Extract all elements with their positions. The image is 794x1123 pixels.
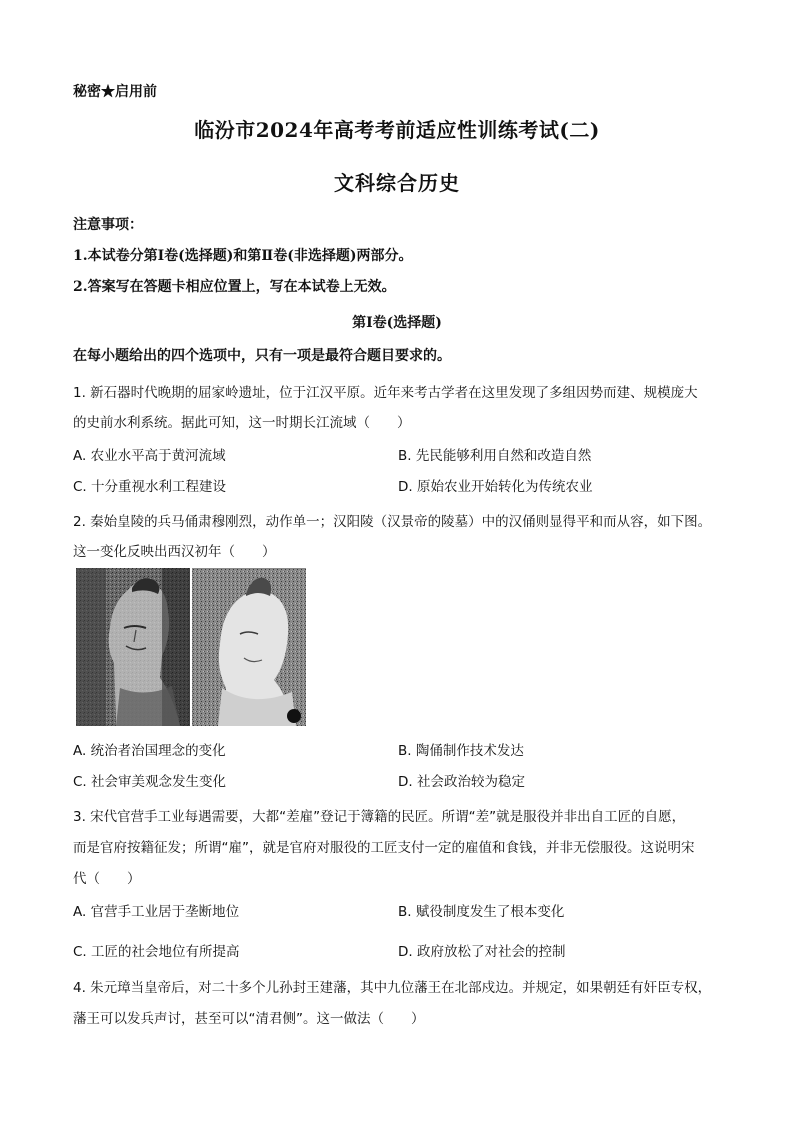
question-3-option-c[interactable]: C. 工匠的社会地位有所提高 — [73, 944, 240, 960]
question-3-option-a[interactable]: A. 官营手工业居于垄断地位 — [73, 904, 240, 920]
question-1-option-b[interactable]: B. 先民能够利用自然和改造自然 — [398, 448, 592, 464]
exam-title: 临汾市2024年高考考前适应性训练考试(二) — [194, 118, 600, 142]
question-3-option-d[interactable]: D. 政府放松了对社会的控制 — [398, 944, 566, 960]
question-3-option-b[interactable]: B. 赋役制度发生了根本变化 — [398, 904, 565, 920]
question-3-line: 而是官府按籍征发；所谓“雇”，就是官府对服役的工匠支付一定的雇值和食钱，并非无偿服役。这说明宋 — [73, 840, 695, 856]
question-4-line: 藩王可以发兵声讨，甚至可以“清君侧”。这一做法（ ） — [73, 1011, 425, 1027]
confidential-label: 秘密★启用前 — [73, 84, 157, 100]
exam-subtitle: 文科综合历史 — [334, 171, 460, 195]
question-1-option-d[interactable]: D. 原始农业开始转化为传统农业 — [398, 479, 593, 495]
question-1-line: 1. 新石器时代晚期的屈家岭遗址，位于江汉平原。近年来考古学者在这里发现了多组因势而建、规模庞大 — [73, 385, 698, 401]
question-2-option-c[interactable]: C. 社会审美观念发生变化 — [73, 774, 227, 790]
note-item: 2.答案写在答题卡相应位置上，写在本试卷上无效。 — [73, 279, 396, 295]
question-3-line: 3. 宋代官营手工业每遇需要，大都“差雇”登记于簿籍的民匠。所谓“差”就是服役并非出自工匠的自愿， — [73, 809, 686, 825]
question-2-option-a[interactable]: A. 统治者治国理念的变化 — [73, 743, 226, 759]
section-instruction: 在每小题给出的四个选项中，只有一项是最符合题目要求的。 — [73, 348, 451, 364]
section-title: 第Ⅰ卷(选择题) — [352, 315, 442, 331]
question-2-option-d[interactable]: D. 社会政治较为稳定 — [398, 774, 525, 790]
question-1-option-a[interactable]: A. 农业水平高于黄河流域 — [73, 448, 226, 464]
han-figurine-photo — [192, 568, 306, 726]
note-item: 1.本试卷分第Ⅰ卷(选择题)和第Ⅱ卷(非选择题)两部分。 — [73, 248, 413, 264]
notes-heading: 注意事项： — [73, 217, 143, 233]
question-3-line: 代（ ） — [73, 871, 141, 887]
question-2-line: 这一变化反映出西汉初年（ ） — [73, 544, 276, 560]
question-2-line: 2. 秦始皇陵的兵马俑肃穆刚烈，动作单一；汉阳陵（汉景帝的陵墓）中的汉俑则显得平和而从容，如下图。 — [73, 514, 712, 530]
question-1-option-c[interactable]: C. 十分重视水利工程建设 — [73, 479, 227, 495]
question-4-line: 4. 朱元璋当皇帝后，对二十多个儿孙封王建藩，其中九位藩王在北部戍边。并规定，如果朝廷有奸臣专权， — [73, 980, 712, 996]
question-2-option-b[interactable]: B. 陶俑制作技术发达 — [398, 743, 524, 759]
question-1-line: 的史前水利系统。据此可知，这一时期长江流域（ ） — [73, 415, 411, 431]
qin-terracotta-warrior-photo — [76, 568, 190, 726]
